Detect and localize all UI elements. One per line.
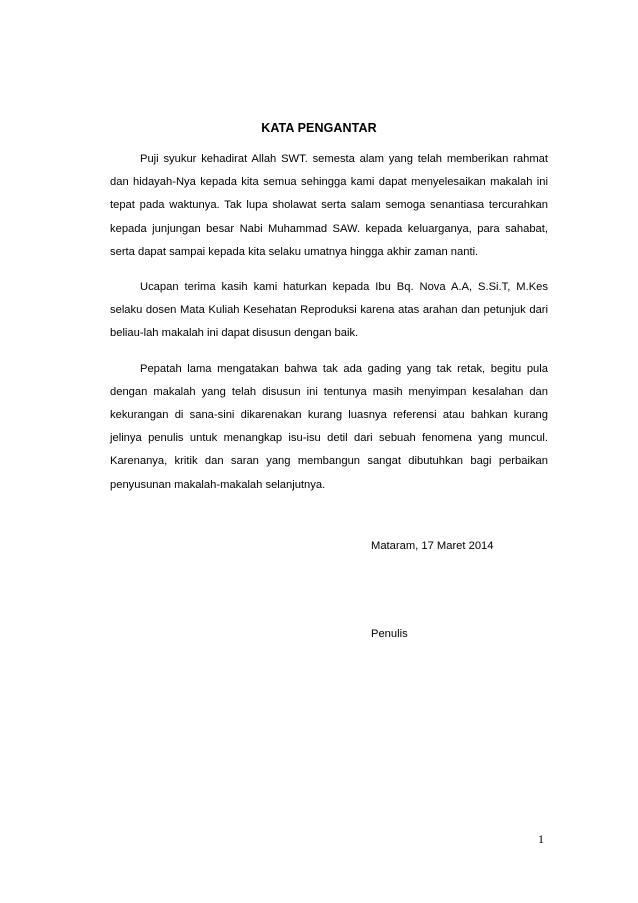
body-text	[110, 148, 548, 509]
page-title: KATA PENGANTAR	[261, 121, 377, 135]
paragraph-3: Pepatah lama mengatakan bahwa tak ada gading yang tak retak, begitu pula dengan makalah yang telah disusun ini tentunya masih menyimpan kesalahan dan kekurangan di sana-sini dikarenakan kurang luasnya referensi atau bahkan kurang jelinya penulis untuk menangkap isu-isu detil dari sebuah fenomena yang muncul. Karenanya, kritik dan saran yang membangun sangat dibutuhkan bagi perbaikan penyusunan makalah-makalah selanjutnya.	[110, 362, 548, 491]
paragraph-2: Ucapan terima kasih kami haturkan kepada Ibu Bq. Nova A.A, S.Si.T, M.Kes selaku dosen Mata Kuliah Kesehatan Reproduksi karena atas arahan dan petunjuk dari beliau-lah makalah ini dapat disusun dengan baik.	[110, 281, 548, 340]
place-date: Mataram, 17 Maret 2014	[371, 540, 494, 552]
signer-label: Penulis	[371, 628, 408, 640]
paragraph-1: Puji syukur kehadirat Allah SWT. semesta alam yang telah memberikan rahmat dan hidayah-Nya kepada kita semua sehingga kami dapat menyelesaikan makalah ini tepat pada waktunya. Tak lupa sholawat serta salam semoga senantiasa tercurahkan kepada junjungan besar Nabi Muhammad SAW. kepada keluarganya, para sahabat, serta dapat sampai kepada kita selaku umatnya hingga akhir zaman nanti.	[110, 153, 548, 258]
page-number: 1	[538, 832, 544, 846]
